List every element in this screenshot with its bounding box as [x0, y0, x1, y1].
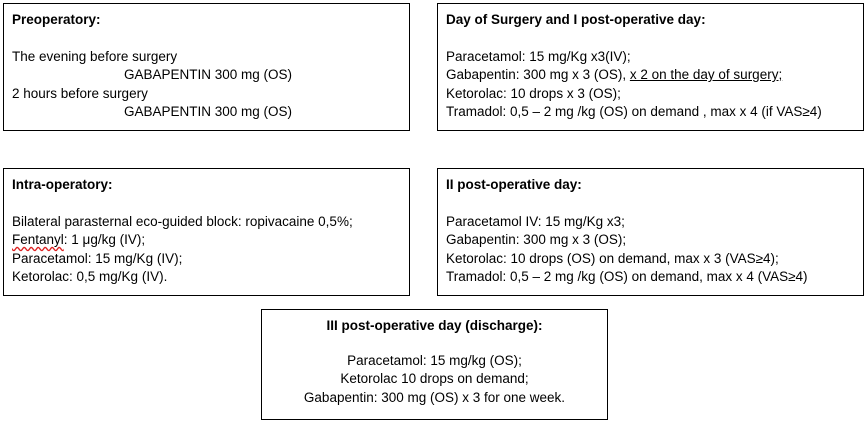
ii-post-operative-line-1: Paracetamol IV: 15 mg/Kg x3; — [446, 213, 625, 229]
iii-post-operative-title: III post-operative day (discharge): — [326, 318, 543, 333]
iii-post-operative-line-1: Paracetamol: 15 mg/kg (OS); — [347, 352, 522, 368]
intra-operatory-line-2-rest: : 1 μg/kg (IV); — [63, 232, 146, 247]
preoperatory-line-2: GABAPENTIN 300 mg (OS) — [124, 67, 293, 82]
preoperatory-box — [3, 3, 410, 131]
intra-operatory-lines — [12, 213, 401, 287]
day-of-surgery-title: Day of Surgery and I post-operative day: — [446, 12, 706, 27]
preoperatory-line-3: 2 hours before surgery — [12, 85, 148, 101]
spellcheck-flagged-word: Fentanyl — [12, 232, 64, 247]
day-of-surgery-box — [437, 3, 864, 131]
day-of-surgery-line-4: Tramadol: 0,5 – 2 mg /kg (OS) on demand , max x 4 (if VAS≥4) — [446, 104, 822, 119]
ii-post-operative-line-4: Tramadol: 0,5 – 2 mg /kg (OS) on demand, max x 4 (VAS≥4) — [446, 269, 808, 284]
day-of-surgery-line-2-underlined: x 2 on the day of surgery; — [629, 67, 783, 82]
intra-operatory-box — [3, 168, 410, 296]
ii-post-operative-line-2: Gabapentin: 300 mg x 3 (OS); — [446, 232, 627, 247]
preoperatory-line-4: GABAPENTIN 300 mg (OS) — [124, 104, 293, 119]
iii-post-operative-line-2: Ketorolac 10 drops on demand; — [340, 371, 529, 386]
intra-operatory-line-3: Paracetamol: 15 mg/Kg (IV); — [12, 250, 183, 266]
preoperatory-line-1: The evening before surgery — [12, 48, 178, 64]
day-of-surgery-line-1: Paracetamol: 15 mg/Kg x3(IV); — [446, 48, 631, 64]
intra-operatory-line-4: Ketorolac: 0,5 mg/Kg (IV). — [12, 269, 168, 284]
intra-operatory-line-2 — [12, 231, 401, 250]
intra-operatory-line-1: Bilateral parasternal eco-guided block: ropivacaine 0,5%; — [12, 213, 353, 229]
day-of-surgery-line-2-main: Gabapentin: 300 mg x 3 (OS), — [446, 67, 630, 82]
ii-post-operative-line-3: Ketorolac: 10 drops (OS) on demand, max x 3 (VAS≥4); — [446, 250, 779, 266]
day-of-surgery-lines — [446, 48, 855, 122]
intra-operatory-title: Intra-operatory: — [12, 177, 113, 192]
ii-post-operative-lines — [446, 213, 855, 287]
iii-post-operative-line-3: Gabapentin: 300 mg (OS) x 3 for one week. — [303, 389, 566, 405]
day-of-surgery-line-3: Ketorolac: 10 drops x 3 (OS); — [446, 85, 621, 101]
day-of-surgery-line-2 — [446, 66, 855, 85]
preoperatory-lines — [12, 48, 401, 122]
iii-post-operative-lines — [270, 352, 599, 408]
preoperatory-title: Preoperatory: — [12, 12, 101, 27]
iii-post-operative-box — [261, 309, 608, 420]
ii-post-operative-title: II post-operative day: — [446, 177, 582, 192]
ii-post-operative-box — [437, 168, 864, 296]
